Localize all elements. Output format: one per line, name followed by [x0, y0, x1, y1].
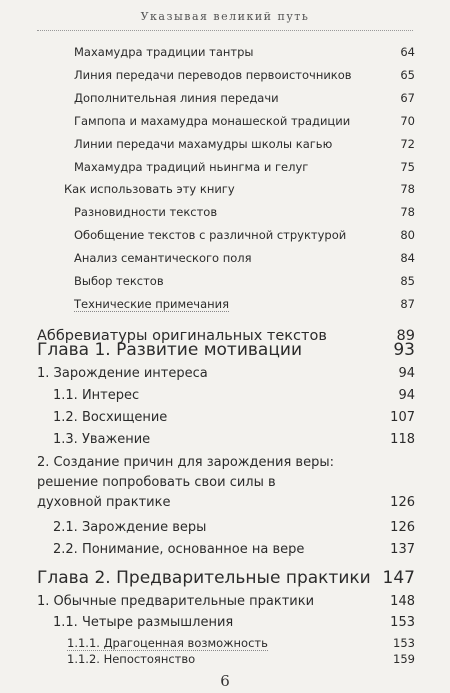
toc-entry-page: 107 — [390, 410, 415, 425]
toc-entry-page: 126 — [390, 520, 415, 535]
toc-entry-title: Глава 1. Развитие мотивации — [37, 340, 302, 360]
toc-entry[interactable] — [37, 366, 415, 381]
toc-entry[interactable] — [74, 68, 415, 82]
toc-entry-page: 80 — [400, 228, 415, 242]
toc-entry-title: 1.2. Восхищение — [53, 410, 168, 425]
toc-entry-page: 78 — [400, 205, 415, 219]
toc-entry-page: 94 — [398, 388, 415, 403]
toc-entry-title: 1.3. Уважение — [53, 432, 151, 447]
toc-entry-title: Как использовать эту книгу — [64, 182, 235, 196]
page-number: 6 — [220, 672, 230, 690]
toc-entry-page: 85 — [400, 274, 415, 288]
toc-entry[interactable] — [53, 520, 415, 535]
toc-entry-title: 1.1. Интерес — [53, 388, 140, 403]
toc-entry-page: 65 — [400, 68, 415, 82]
toc-entry-title: Гампопа и махамудра монашеской традиции — [74, 114, 351, 128]
toc-entry-title: Обобщение текстов с различной структурой — [74, 228, 347, 242]
toc-entry-page: 153 — [390, 615, 415, 630]
toc-entry[interactable] — [67, 636, 415, 651]
toc-entry-title: 2.1. Зарождение веры — [53, 520, 207, 535]
toc-entry-title: Махамудра традиций ньингма и гелуг — [74, 160, 309, 174]
toc-entry-title: Аббревиатуры оригинальных текстов — [37, 328, 327, 344]
toc-chapter-entry[interactable] — [37, 568, 415, 588]
toc-entry[interactable] — [74, 114, 415, 128]
toc-entry-title: Дополнительная линия передачи — [74, 91, 279, 105]
toc-entry-title: Технические примечания — [74, 297, 230, 311]
toc-entry[interactable] — [67, 652, 415, 666]
toc-entry[interactable] — [74, 137, 415, 151]
toc-entry-page: 118 — [390, 432, 415, 447]
toc-entry-page: 78 — [400, 182, 415, 196]
toc-entry-page: 137 — [390, 542, 415, 557]
toc-entry[interactable] — [74, 45, 415, 59]
toc-entry[interactable] — [53, 615, 415, 630]
toc-entry-page: 87 — [400, 297, 415, 311]
toc-entry-title: 1. Обычные предварительные практики — [37, 594, 315, 609]
toc-entry[interactable] — [53, 388, 415, 403]
running-header: Указывая великий путь — [140, 10, 310, 23]
toc-entry[interactable] — [37, 453, 415, 513]
toc-entry-page: 67 — [400, 91, 415, 105]
toc-entry-page: 153 — [393, 636, 415, 650]
toc-entry-title: Глава 2. Предварительные практики — [37, 568, 371, 588]
toc-entry-page: 147 — [382, 568, 415, 588]
toc-entry-title: 1.1. Четыре размышления — [53, 615, 234, 630]
toc-entry[interactable] — [74, 91, 415, 105]
toc-entry-page: 70 — [400, 114, 415, 128]
toc-entry-title: Выбор текстов — [74, 274, 164, 288]
toc-entry-page: 93 — [393, 340, 415, 360]
toc-entry[interactable] — [74, 160, 415, 174]
toc-entry-title: Махамудра традиции тантры — [74, 45, 254, 59]
toc-entry[interactable] — [74, 274, 415, 288]
toc-entry[interactable] — [37, 594, 415, 609]
toc-entry-title: Линия передачи переводов первоисточников — [74, 68, 352, 82]
toc-entry-title: 2.2. Понимание, основанное на вере — [53, 542, 305, 557]
toc-chapter-entry[interactable] — [37, 340, 415, 360]
toc-entry-page: 94 — [398, 366, 415, 381]
toc-entry[interactable] — [74, 228, 415, 242]
toc-entry-title: 1.1.2. Непостоянство — [67, 652, 196, 666]
toc-entry[interactable] — [53, 542, 415, 557]
toc-entry[interactable] — [74, 205, 415, 219]
toc-entry-title: Анализ семантического поля — [74, 251, 252, 265]
toc-entry-page: 159 — [393, 652, 415, 666]
toc-entry-page: 148 — [390, 594, 415, 609]
toc-entry-title: 1. Зарождение интереса — [37, 366, 208, 381]
toc-entry-title: Разновидности текстов — [74, 205, 218, 219]
toc-entry-page: 72 — [400, 137, 415, 151]
toc-entry-page: 64 — [400, 45, 415, 59]
toc-entry[interactable] — [74, 297, 415, 312]
toc-entry-title: 2. Создание причин для зарождения веры: решение попробовать свои силы в духовной практике — [37, 455, 334, 510]
toc-entry[interactable] — [64, 182, 415, 196]
toc-entry-page: 89 — [396, 328, 415, 344]
toc-entry[interactable] — [53, 410, 415, 425]
toc-entry-title: 1.1.1. Драгоценная возможность — [67, 636, 268, 650]
toc-entry-title: Линии передачи махамудры школы кагью — [74, 137, 333, 151]
toc-entry-page: 126 — [390, 495, 415, 510]
toc-entry-page: 75 — [400, 160, 415, 174]
toc-entry[interactable] — [74, 251, 415, 265]
toc-entry-page: 84 — [400, 251, 415, 265]
toc-entry[interactable] — [53, 432, 415, 447]
